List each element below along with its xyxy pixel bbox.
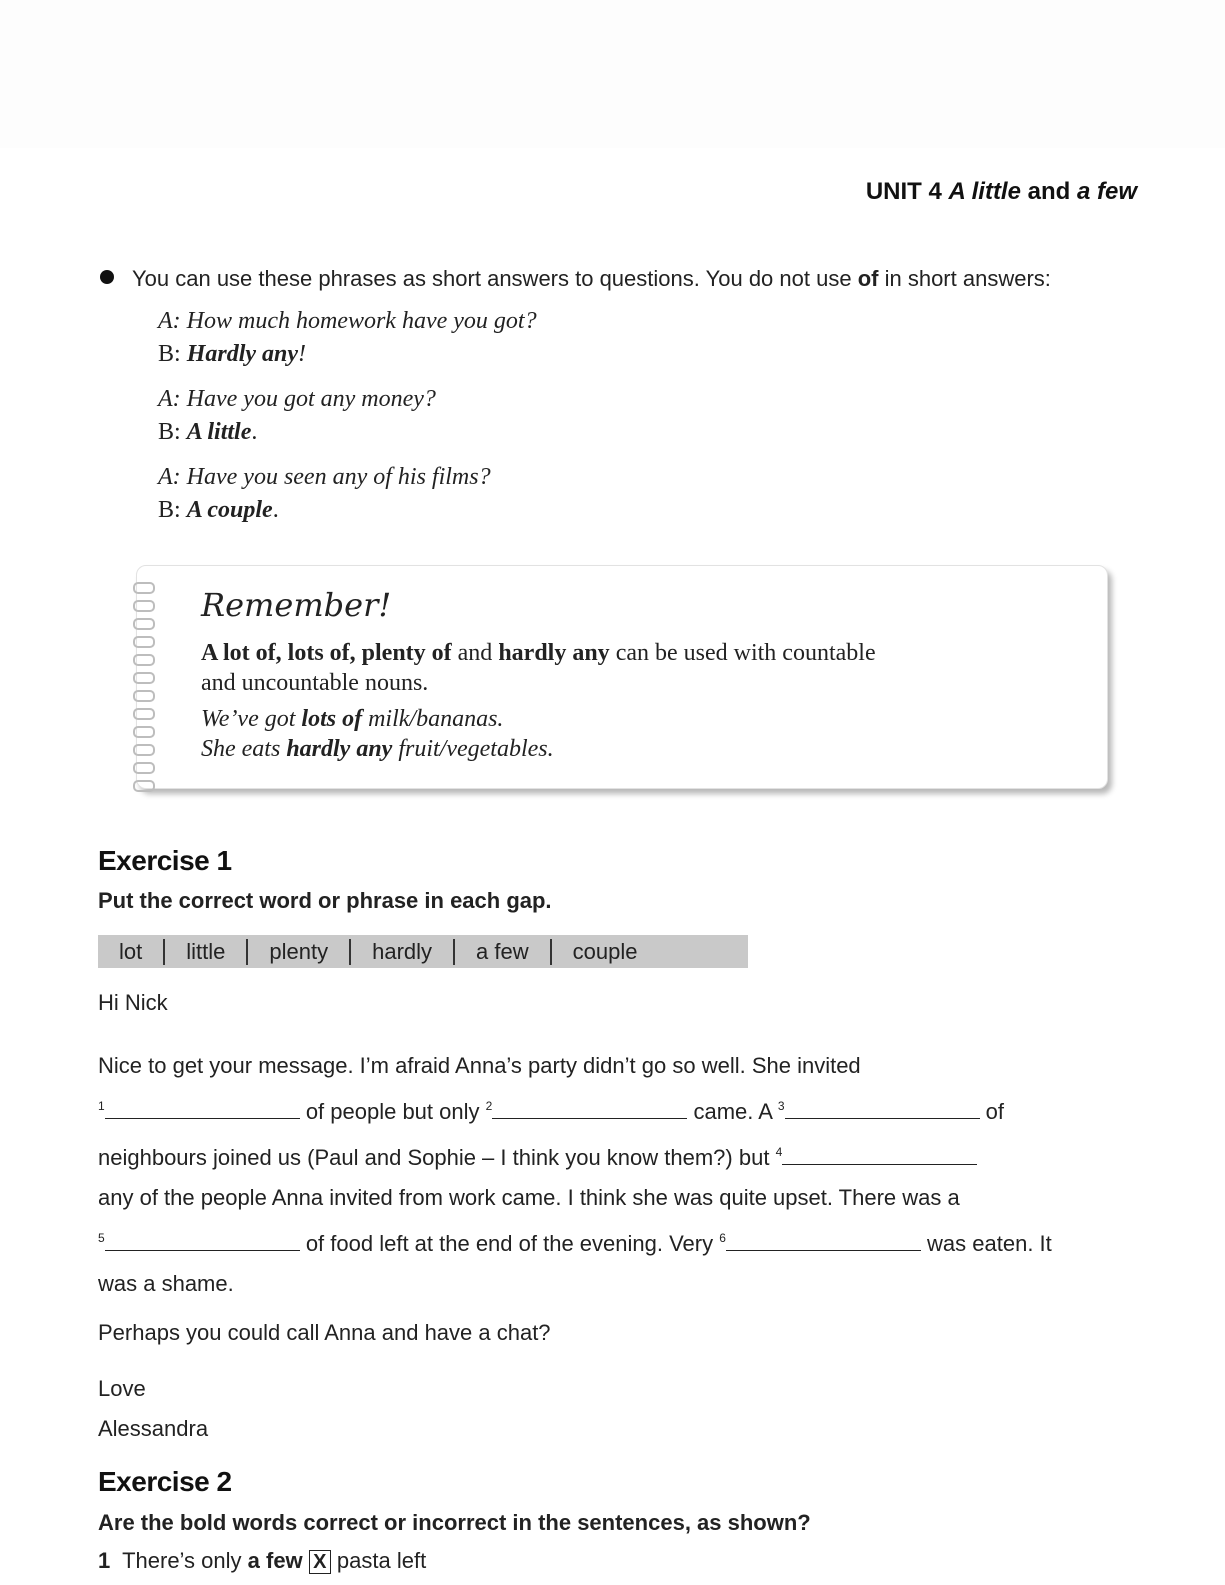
letter-text: of food left at the end of the evening. Very	[305, 1231, 714, 1256]
answer-punct: .	[272, 497, 279, 523]
example-text: We’ve got	[201, 706, 296, 732]
letter-signoff: Love	[98, 1376, 146, 1401]
item-number: 1	[98, 1548, 111, 1573]
gap-number: 4	[775, 1145, 783, 1159]
letter-greeting: Hi Nick	[98, 990, 168, 1015]
letter-text: came. A	[693, 1099, 772, 1124]
answer-prefix: B:	[158, 497, 181, 523]
answer-bold: A little	[186, 419, 252, 445]
answer-punct: .	[251, 419, 258, 445]
word-option: lot	[119, 938, 143, 964]
answer-bold: Hardly any	[186, 341, 299, 367]
dialog-question: A: Have you seen any of his films?	[158, 464, 491, 490]
example-dialogs	[158, 305, 537, 539]
intro-text-end: in short answers:	[884, 266, 1051, 291]
gap-5[interactable]	[105, 1230, 300, 1251]
letter	[98, 990, 1148, 1442]
remember-box	[136, 565, 1108, 789]
dialog-question: A: How much homework have you got?	[158, 308, 537, 334]
dialog-answer	[158, 338, 537, 371]
example-text: fruit/vegetables.	[398, 736, 554, 762]
letter-signature: Alessandra	[98, 1416, 209, 1441]
dialog-answer	[158, 494, 537, 527]
gap-number: 1	[98, 1099, 105, 1113]
gap-4[interactable]	[782, 1144, 977, 1165]
gap-number: 6	[719, 1231, 726, 1245]
word-box	[98, 935, 748, 968]
gap-6[interactable]	[726, 1230, 921, 1251]
remember-example	[201, 734, 1081, 764]
gap-3[interactable]	[785, 1098, 980, 1119]
exercise-2-item	[98, 1548, 426, 1574]
bullet-icon	[100, 270, 114, 284]
letter-body	[98, 1046, 1148, 1304]
top-margin	[0, 0, 1225, 148]
remember-text	[201, 638, 1081, 764]
example-text: milk/bananas.	[368, 706, 504, 732]
word-option: couple	[572, 938, 638, 964]
dialog-question: A: Have you got any money?	[158, 386, 436, 412]
remember-title: Remember!	[201, 586, 392, 624]
letter-text: of	[985, 1099, 1005, 1124]
unit-header	[866, 178, 1137, 206]
example-bold: hardly any	[286, 736, 393, 762]
intro-text: You can use these phrases as short answers to questions. You do not use	[132, 266, 852, 291]
dialog	[158, 305, 537, 371]
notebook-spiral-icon	[133, 576, 157, 776]
rule-text: and	[457, 640, 493, 666]
answer-bold: A couple	[186, 497, 273, 523]
rule-bold: A lot of, lots of, plenty of	[201, 640, 452, 666]
letter-text: was eaten. It	[927, 1231, 1052, 1256]
letter-closing: Perhaps you could call Anna and have a chat?	[98, 1320, 551, 1345]
example-bold: lots of	[301, 706, 363, 732]
answer-checkbox[interactable]: X	[309, 1550, 331, 1574]
word-option: hardly	[372, 938, 433, 964]
remember-example	[201, 704, 1081, 734]
exercise-1-title: Exercise 1	[98, 845, 232, 876]
gap-number: 3	[777, 1099, 785, 1113]
word-option: little	[186, 938, 226, 964]
letter-text: Nice to get your message. I’m afraid Anna’s party didn’t go so well. She invited	[98, 1053, 861, 1078]
letter-text: was a shame.	[98, 1271, 234, 1296]
letter-text: any of the people Anna invited from work came. I think she was quite upset. There was a	[98, 1185, 960, 1210]
item-text: pasta left	[336, 1548, 427, 1573]
item-text: There’s only	[122, 1548, 242, 1573]
rule-text: can be used with countable	[615, 640, 876, 666]
unit-number: UNIT 4	[865, 178, 942, 205]
answer-punct: !	[298, 341, 307, 367]
unit-title-part2: a few	[1076, 178, 1137, 205]
word-option: a few	[476, 938, 529, 964]
dialog-answer	[158, 416, 537, 449]
gap-number: 5	[98, 1231, 105, 1245]
unit-title-and: and	[1027, 178, 1071, 205]
intro-bold: of	[857, 266, 879, 291]
exercise-2-instruction: Are the bold words correct or incorrect in the sentences, as shown?	[98, 1510, 811, 1535]
item-bold: a few	[247, 1548, 303, 1573]
gap-1[interactable]	[105, 1098, 300, 1119]
gap-2[interactable]	[492, 1098, 687, 1119]
dialog	[158, 461, 537, 527]
answer-prefix: B:	[158, 419, 181, 445]
word-option: plenty	[269, 938, 329, 964]
gap-number: 2	[485, 1099, 493, 1113]
exercise-2-title: Exercise 2	[98, 1466, 232, 1497]
answer-prefix: B:	[158, 341, 181, 367]
letter-text: of people but only	[305, 1099, 480, 1124]
unit-title-part1: A little	[948, 178, 1021, 205]
example-text: She eats	[201, 736, 281, 762]
intro-bullet	[100, 266, 1051, 292]
exercise-1-instruction: Put the correct word or phrase in each gap.	[98, 888, 552, 913]
rule-bold: hardly any	[498, 640, 610, 666]
remember-rule	[201, 638, 1081, 698]
dialog	[158, 383, 537, 449]
letter-text: neighbours joined us (Paul and Sophie – I think you know them?) but	[98, 1145, 770, 1170]
rule-text: and uncountable nouns.	[201, 670, 429, 696]
